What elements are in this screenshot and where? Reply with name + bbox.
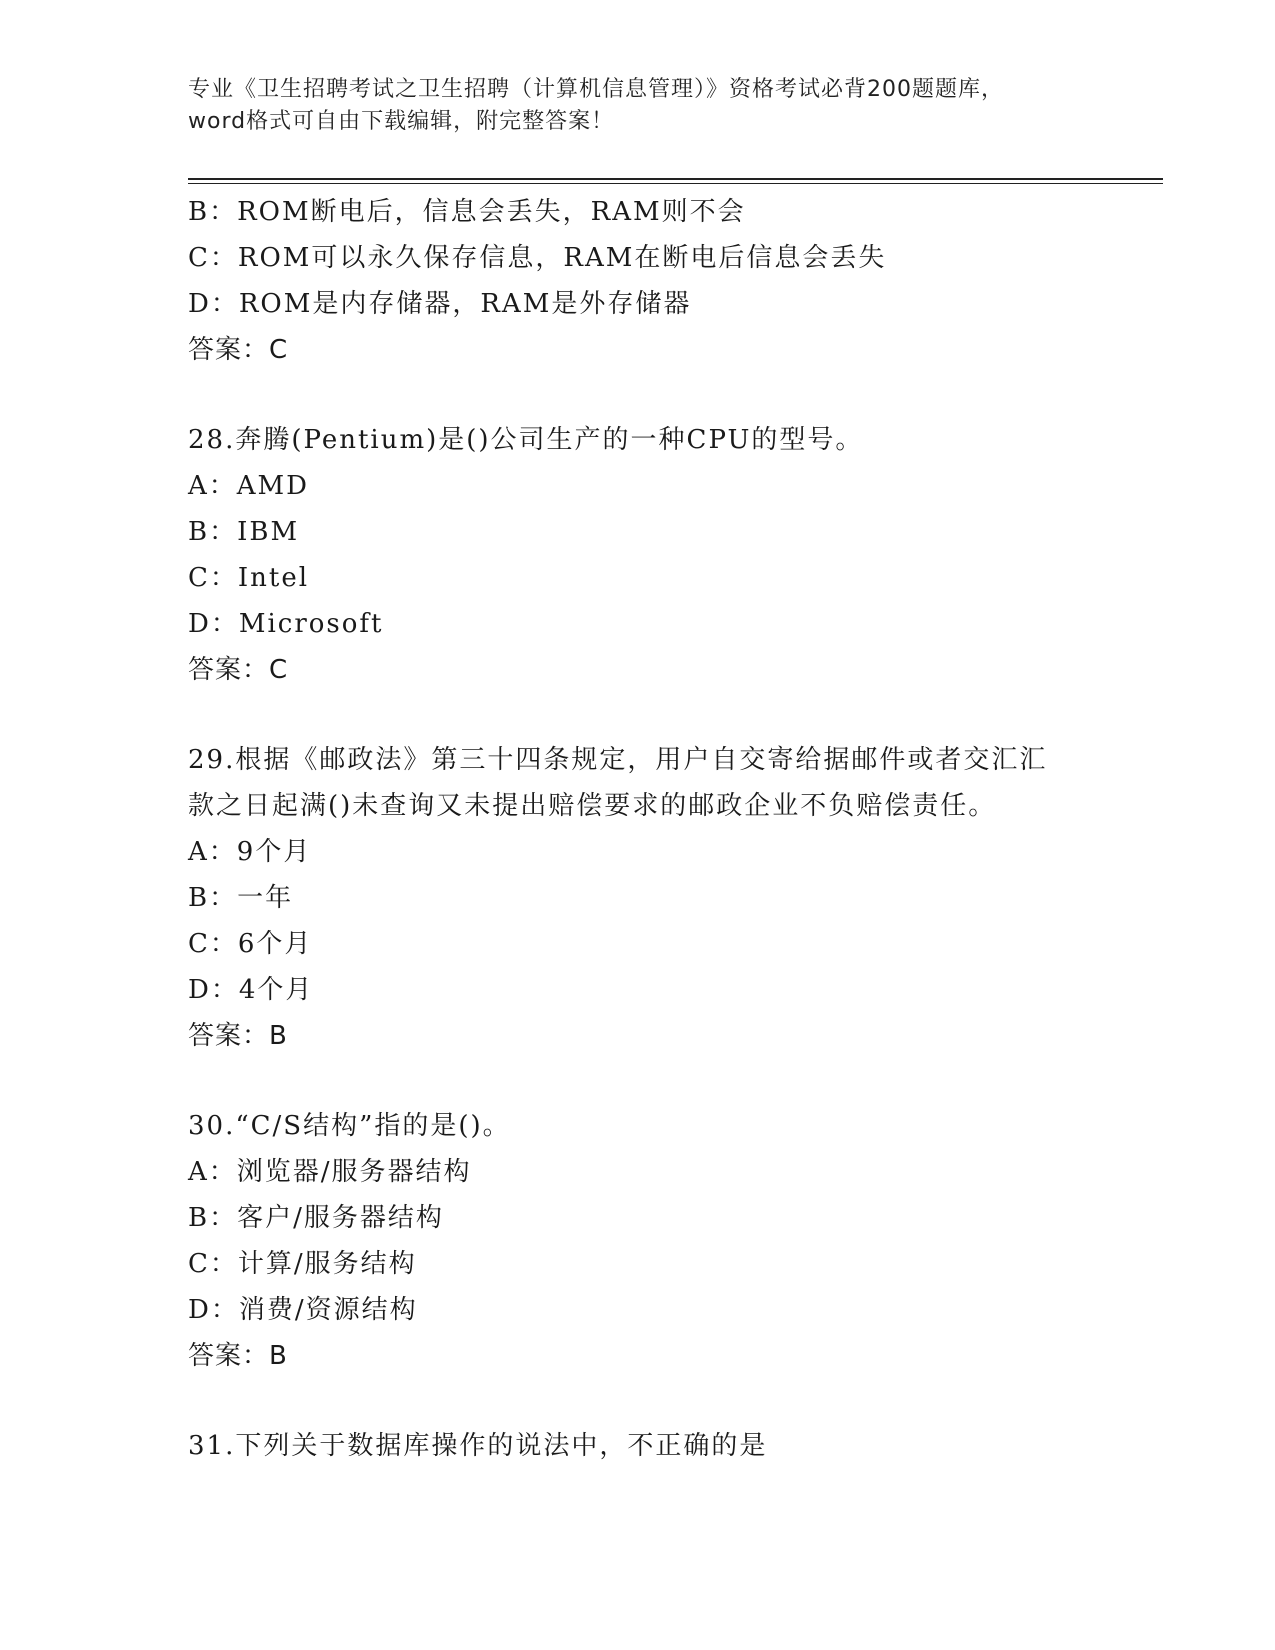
option-d: D：Microsoft bbox=[188, 609, 384, 639]
header-line-1: 专业《卫生招聘考试之卫生招聘（计算机信息管理）》资格考试必背200题题库， bbox=[188, 77, 1004, 102]
option-c: C：计算/服务结构 bbox=[188, 1249, 417, 1279]
option-c: C：6个月 bbox=[188, 929, 313, 959]
question-29 bbox=[188, 737, 1088, 1059]
option-d: D：ROM是内存储器，RAM是外存储器 bbox=[188, 289, 692, 319]
header-divider-thick bbox=[188, 178, 1163, 180]
answer: 答案：C bbox=[188, 335, 289, 365]
question-stem-line-1: 29.根据《邮政法》第三十四条规定，用户自交寄给据邮件或者交汇汇 bbox=[188, 745, 1048, 775]
question-30 bbox=[188, 1103, 1088, 1379]
header-divider-thin bbox=[188, 183, 1163, 184]
answer: 答案：B bbox=[188, 1021, 288, 1051]
question-list bbox=[188, 189, 1088, 1469]
question-27-tail bbox=[188, 189, 1088, 373]
option-a: A：9个月 bbox=[188, 837, 312, 867]
option-c: C：Intel bbox=[188, 563, 310, 593]
option-b: B：客户/服务器结构 bbox=[188, 1203, 444, 1233]
option-c: C：ROM可以永久保存信息，RAM在断电后信息会丢失 bbox=[188, 243, 887, 273]
option-b: B：IBM bbox=[188, 517, 300, 547]
question-stem: 28.奔腾(Pentium)是()公司生产的一种CPU的型号。 bbox=[188, 425, 864, 455]
option-a: A：浏览器/服务器结构 bbox=[188, 1157, 472, 1187]
option-d: D：4个月 bbox=[188, 975, 314, 1005]
question-31 bbox=[188, 1423, 1088, 1469]
question-stem-line-2: 款之日起满()未查询又未提出赔偿要求的邮政企业不负赔偿责任。 bbox=[188, 791, 997, 821]
header-line-2: word格式可自由下载编辑，附完整答案！ bbox=[188, 109, 615, 134]
document-header bbox=[188, 74, 1088, 138]
option-b: B：ROM断电后，信息会丢失，RAM则不会 bbox=[188, 197, 746, 227]
option-a: A：AMD bbox=[188, 471, 310, 501]
answer: 答案：C bbox=[188, 655, 289, 685]
question-stem: 30.“C/S结构”指的是()。 bbox=[188, 1111, 511, 1141]
option-b: B：一年 bbox=[188, 883, 294, 913]
answer: 答案：B bbox=[188, 1341, 288, 1371]
question-28 bbox=[188, 417, 1088, 693]
question-stem: 31.下列关于数据库操作的说法中，不正确的是 bbox=[188, 1431, 768, 1461]
option-d: D：消费/资源结构 bbox=[188, 1295, 418, 1325]
